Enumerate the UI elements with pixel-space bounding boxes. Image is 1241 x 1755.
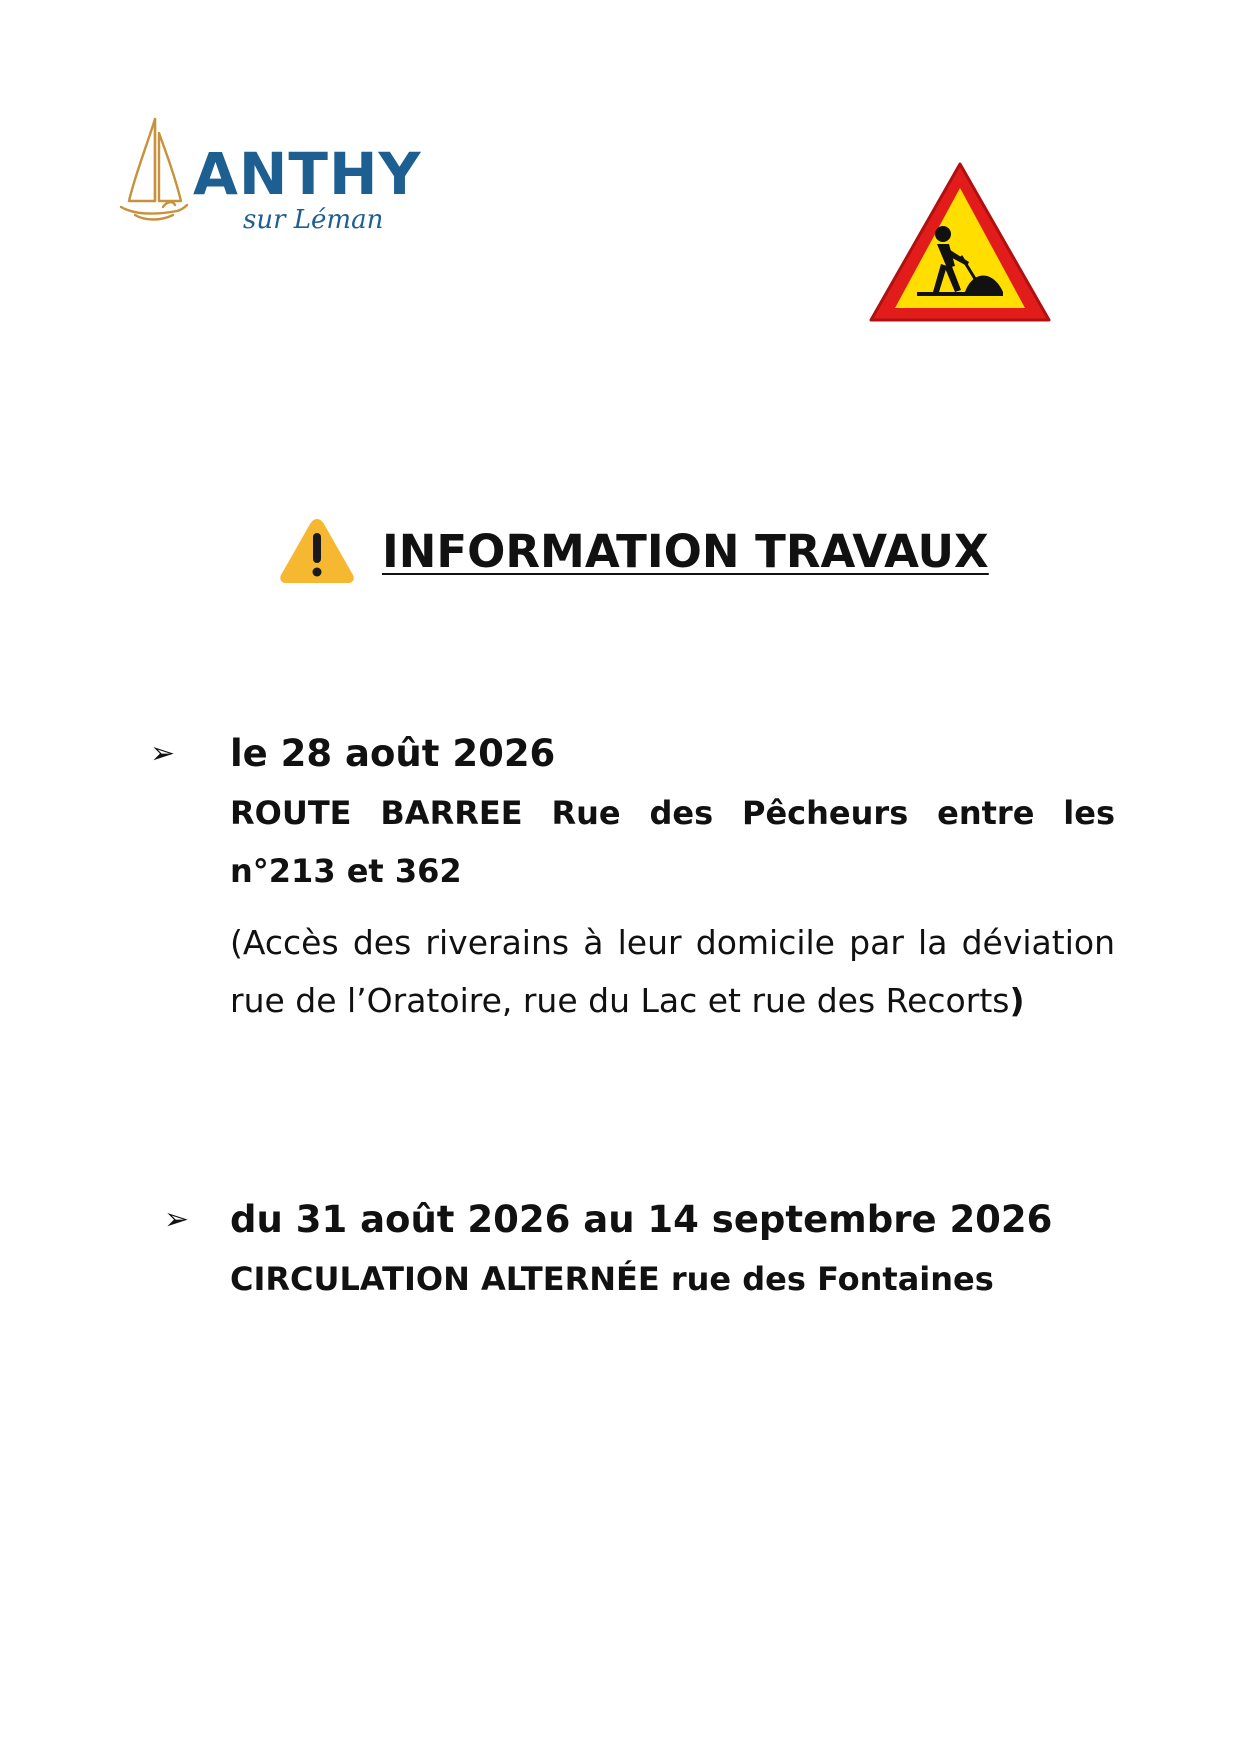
arrow-bullet-icon: ➢ — [150, 737, 176, 770]
page-title: INFORMATION TRAVAUX — [382, 525, 989, 578]
logo-wordmark: ANTHY — [193, 140, 422, 208]
item-date: le 28 août 2026 — [230, 732, 556, 775]
logo-subtitle: sur Léman — [243, 205, 384, 235]
list-item — [164, 1190, 1115, 1308]
warning-icon — [278, 515, 356, 585]
notice-heading — [278, 515, 1038, 595]
item-note-close: ) — [1009, 981, 1025, 1020]
item-date: du 31 août 2026 au 14 septembre 2026 — [230, 1198, 1053, 1241]
anthy-logo — [115, 115, 422, 255]
item-note — [230, 914, 1115, 1030]
list-item — [150, 724, 1115, 1030]
roadwork-sign-icon — [865, 158, 1055, 328]
item-note-text: (Accès des riverains à leur domicile par la déviation rue de l’Oratoire, rue du Lac et rue des Recorts — [230, 923, 1115, 1020]
sailboat-icon — [115, 115, 195, 225]
item-description: CIRCULATION ALTERNÉE rue des Fontaines — [230, 1260, 994, 1298]
item-description: ROUTE BARREE Rue des Pêcheurs entre les n°213 et 362 — [230, 794, 1115, 890]
arrow-bullet-icon: ➢ — [164, 1203, 190, 1236]
